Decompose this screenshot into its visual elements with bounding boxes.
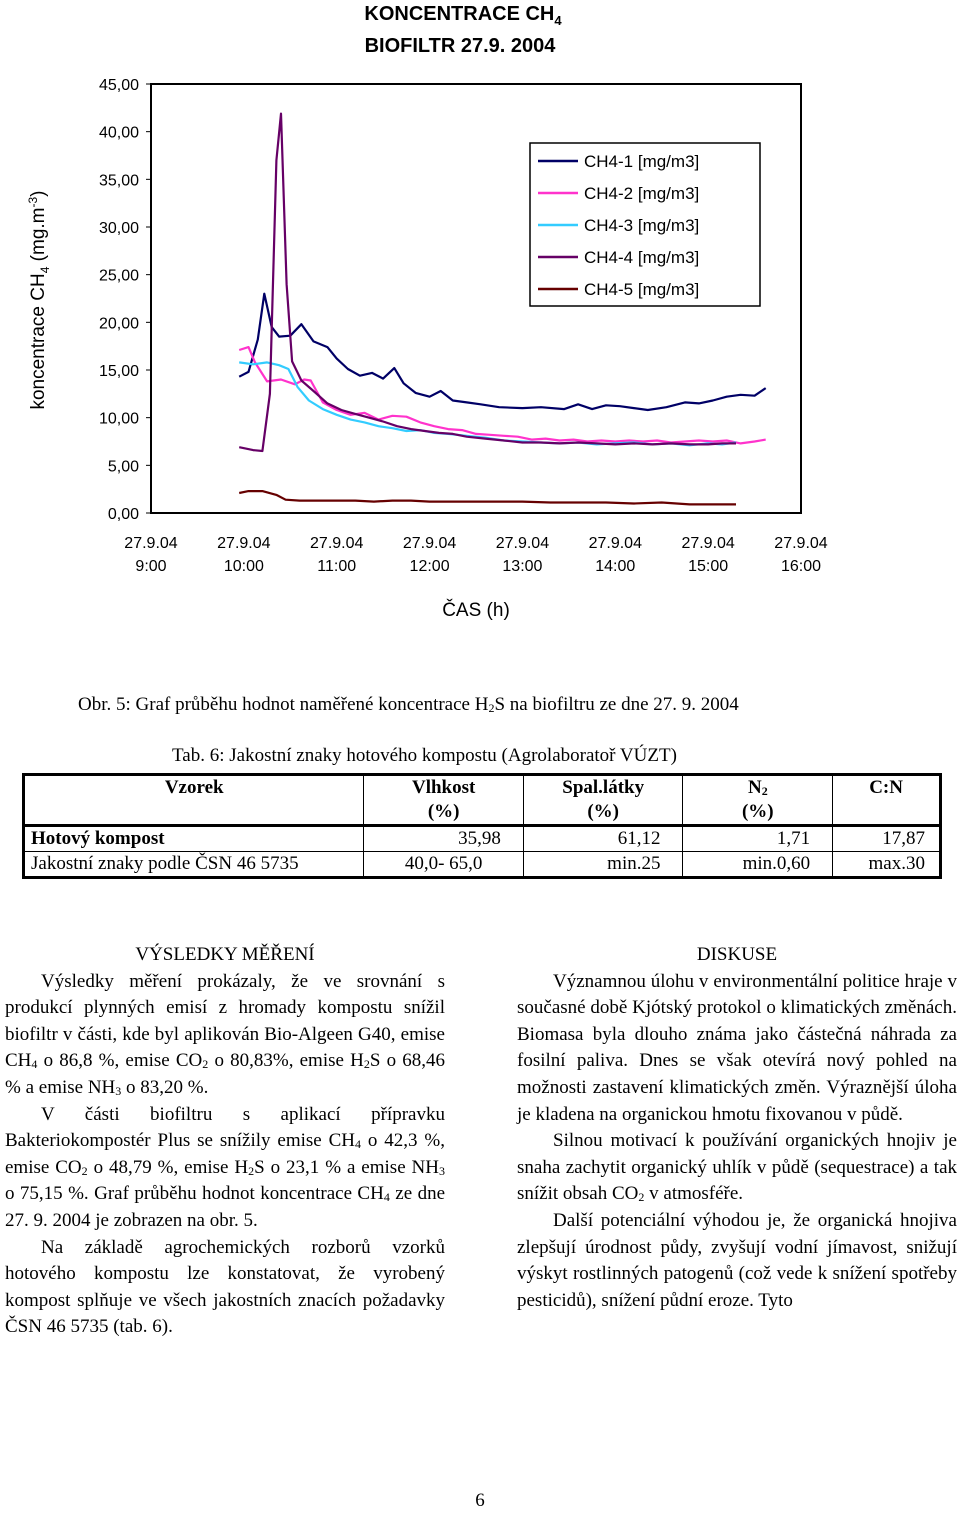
header-spal: Spal.látky (523, 775, 683, 801)
x-tick-date: 27.9.04 (588, 535, 642, 552)
legend-label-4: CH4-4 [mg/m3] (584, 248, 700, 267)
y-tick-label: 45,00 (98, 77, 139, 94)
legend-label-3: CH4-3 [mg/m3] (584, 216, 700, 235)
cell-spal: 61,12 (523, 826, 683, 852)
table-caption: Tab. 6: Jakostní znaky hotového kompostu (Agrolaboratoř VÚZT) (172, 745, 677, 766)
discussion-paragraph-1: Významnou úlohu v environmentální politice hraje v současné době Kjótský protokol o klimatických změnách. Biomasa byla dlouho známa jako částečná náhrada za fosilní paliva. Dnes se však otevírá nový pohled na možnosti zastavení klimatických změn. Výraznější úloha je kladena na organickou hmotu fixovanou v půdě. (517, 970, 957, 1125)
x-tick-time: 15:00 (688, 558, 729, 575)
discussion-column (517, 942, 957, 1314)
results-paragraph-2: V části biofiltru s aplikací přípravku Bakteriokompostér Plus se snížily emise $CH_4$ o 42,3 %, emise $CO_2$ o 48,79 %, emise $H_2S$ o 23,1 % a emise $NH_3$ o 75,15 %. Graf průběhu hodnot koncentrace $CH_4$ ze dne 27. 9. 2004 je zobrazen na obr. 5. (5, 1103, 446, 1231)
y-axis-label: koncentrace $CH_4$ $(mg.m^{-3})$ (26, 190, 52, 410)
y-tick-label: 30,00 (98, 220, 139, 237)
y-tick-label: 25,00 (98, 267, 139, 285)
chart-title-line1: KONCENTRACE $CH_4$ (364, 3, 562, 28)
x-tick-date: 27.9.04 (681, 535, 735, 552)
x-tick-time: 9:00 (135, 558, 167, 575)
y-tick-label: 10,00 (98, 410, 139, 428)
x-tick-date: 27.9.04 (310, 535, 364, 552)
x-tick-date: 27.9.04 (774, 535, 828, 552)
header-n2-unit: (%) (683, 800, 833, 826)
chart-legend (530, 143, 760, 306)
row-label: Jakostní znaky podle ČSN 46 5735 (24, 852, 364, 878)
header-spal-unit: (%) (523, 800, 683, 826)
cell-cn: 17,87 (833, 826, 941, 852)
x-tick-time: 12:00 (409, 558, 450, 575)
y-tick-label: 0,00 (107, 506, 139, 523)
ch4-chart (0, 0, 960, 640)
x-tick-time: 16:00 (780, 558, 822, 575)
legend-label-5: CH4-5 [mg/m3] (584, 280, 700, 299)
page-number: 6 (475, 1490, 485, 1511)
cell-vlhkost: 35,98 (364, 826, 523, 852)
header-vlhkost: Vlhkost (364, 775, 523, 801)
figure-caption: Obr. 5: Graf průběhu hodnot naměřené koncentrace $H_2S$ na biofiltru ze dne 27. 9. 2004 (78, 694, 739, 715)
header-vlhkost-unit: (%) (364, 800, 523, 826)
chart-title-line2: BIOFILTR 27.9. 2004 (364, 35, 556, 57)
x-tick-date: 27.9.04 (495, 535, 550, 552)
x-tick-time: 11:00 (317, 558, 357, 575)
header-cn: C:N (833, 775, 941, 801)
results-column (5, 942, 445, 1341)
cell-n2: 1,71 (683, 826, 833, 852)
x-tick-date: 27.9.04 (124, 535, 178, 552)
legend-label-1: CH4-1 [mg/m3] (584, 152, 700, 171)
discussion-heading: DISKUSE (696, 944, 778, 965)
x-tick-time: 13:00 (502, 558, 543, 575)
header-vzorek: Vzorek (24, 775, 364, 801)
results-paragraph-3: Na základě agrochemických rozborů vzorků hotového kompostu lze konstatovat, že vyrobený kompost splňuje ve všech jakostních znacích požadavky ČSN 46 5735 (tab. 6). (5, 1236, 445, 1338)
table-row (24, 826, 941, 852)
x-tick-date: 27.9.04 (402, 535, 457, 552)
series-line-5 (239, 491, 736, 504)
cell-vlhkost: 40,0- 65,0 (364, 852, 523, 878)
results-heading: VÝSLEDKY MĚŘENÍ (135, 944, 315, 965)
cell-spal: min.25 (523, 852, 683, 878)
table-row (24, 852, 941, 878)
y-tick-label: 40,00 (98, 124, 139, 142)
series-line-3 (239, 362, 736, 445)
header-n2: $N_2$ (683, 775, 833, 801)
x-axis-label: ČAS (h) (442, 600, 510, 621)
compost-quality-table (22, 773, 942, 879)
y-tick-label: 5,00 (107, 458, 139, 476)
discussion-paragraph-2: Silnou motivací k používání organických hnojiv je snaha zachytit organický uhlík v půdě (sequestrace) a tak snížit obsah $CO_2$ v atmosféře. (517, 1130, 957, 1205)
y-tick-label: 35,00 (98, 172, 139, 190)
discussion-paragraph-3: Další potenciální výhodou je, že organická hnojiva zlepšují úrodnost půdy, zvyšují vodní jímavost, snižují výskyt rostlinných patogenů (což vede k snížení spotřeby pesticidů), snížení půdní eroze. Tyto (517, 1209, 957, 1311)
cell-cn: max.30 (833, 852, 941, 878)
row-label: Hotový kompost (24, 826, 364, 852)
x-tick-time: 10:00 (223, 558, 264, 575)
x-tick-time: 14:00 (595, 558, 636, 575)
cell-n2: min.0,60 (683, 852, 833, 878)
x-tick-date: 27.9.04 (217, 535, 271, 552)
legend-label-2: CH4-2 [mg/m3] (584, 184, 700, 203)
y-tick-label: 20,00 (98, 315, 139, 333)
results-paragraph-1: Výsledky měření prokázaly, že ve srovnání s produkcí plynných emisí z hromady kompostu snížil biofiltr v části, kde byl aplikován Bio-Algeen G40, emise $CH_4$ o 86,8 %, emise $CO_2$ o 80,83%, emise $H_2S$ o 68,46 % a emise $NH_3$ o 83,20 %. (5, 970, 445, 1098)
y-tick-label: 15,00 (98, 363, 139, 380)
